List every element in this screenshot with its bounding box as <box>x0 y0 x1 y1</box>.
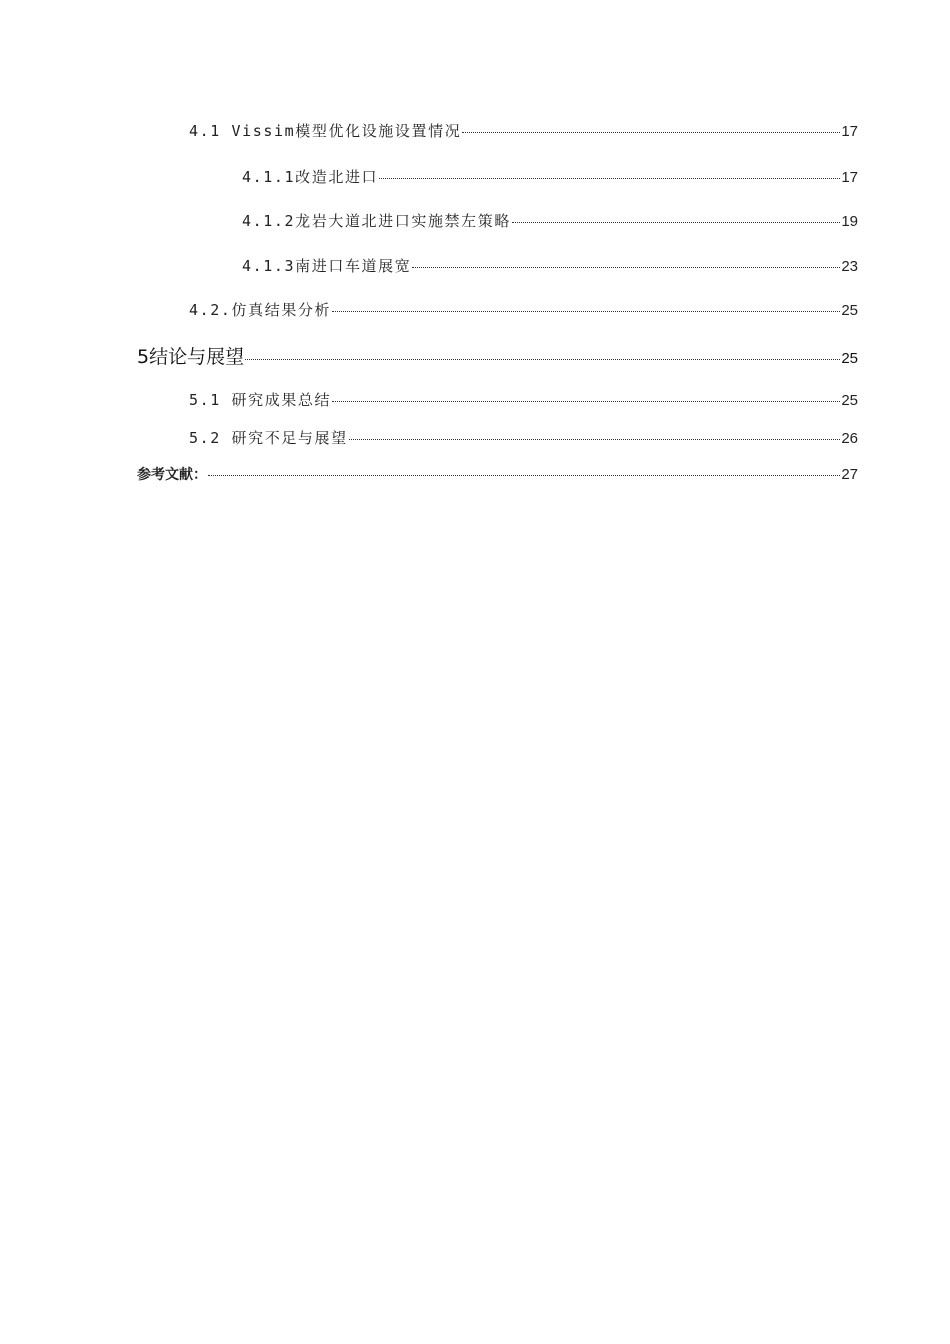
toc-page-number: 17 <box>841 123 858 140</box>
toc-page-number: 25 <box>841 392 858 409</box>
toc-entry-chapter-5[interactable] <box>137 342 858 369</box>
toc-entry-title: 4.1.3南进口车道展宽 <box>242 257 412 275</box>
toc-entry-title: 5结论与展望 <box>137 346 245 368</box>
toc-dot-leader <box>208 475 840 476</box>
toc-entry-4-1[interactable] <box>189 120 858 141</box>
toc-entry-4-1-1[interactable] <box>242 166 858 187</box>
toc-entry-title: 4.1.2龙岩大道北进口实施禁左策略 <box>242 212 511 230</box>
toc-entry-references[interactable] <box>137 464 858 484</box>
toc-page-number: 26 <box>841 430 858 447</box>
toc-dot-leader <box>349 439 841 440</box>
toc-dot-leader <box>332 311 840 312</box>
toc-page-number: 25 <box>841 350 858 367</box>
toc-entry-5-2[interactable] <box>189 427 858 448</box>
toc-dot-leader <box>332 401 840 402</box>
toc-dot-leader <box>512 222 840 223</box>
toc-dot-leader <box>412 267 840 268</box>
toc-page-number: 17 <box>841 169 858 186</box>
toc-entry-4-1-2[interactable] <box>242 210 858 231</box>
toc-dot-leader <box>462 132 840 133</box>
toc-page-number: 25 <box>841 302 858 319</box>
toc-entry-4-2[interactable] <box>189 299 858 320</box>
toc-entry-title: 4.2.仿真结果分析 <box>189 301 332 319</box>
toc-entry-title: 5.1 研究成果总结 <box>189 391 332 409</box>
toc-page-number: 27 <box>841 466 858 483</box>
toc-dot-leader <box>245 359 840 360</box>
toc-page-number: 19 <box>841 213 858 230</box>
toc-entry-5-1[interactable] <box>189 389 858 410</box>
toc-page-number: 23 <box>841 258 858 275</box>
toc-entry-title: 5.2 研究不足与展望 <box>189 429 348 447</box>
toc-dot-leader <box>379 178 840 179</box>
toc-entry-title: 参考文献： <box>137 467 207 483</box>
toc-entry-4-1-3[interactable] <box>242 255 858 276</box>
toc-entry-title: 4.1 Vissim模型优化设施设置情况 <box>189 122 462 140</box>
toc-entry-title: 4.1.1改造北进口 <box>242 168 379 186</box>
